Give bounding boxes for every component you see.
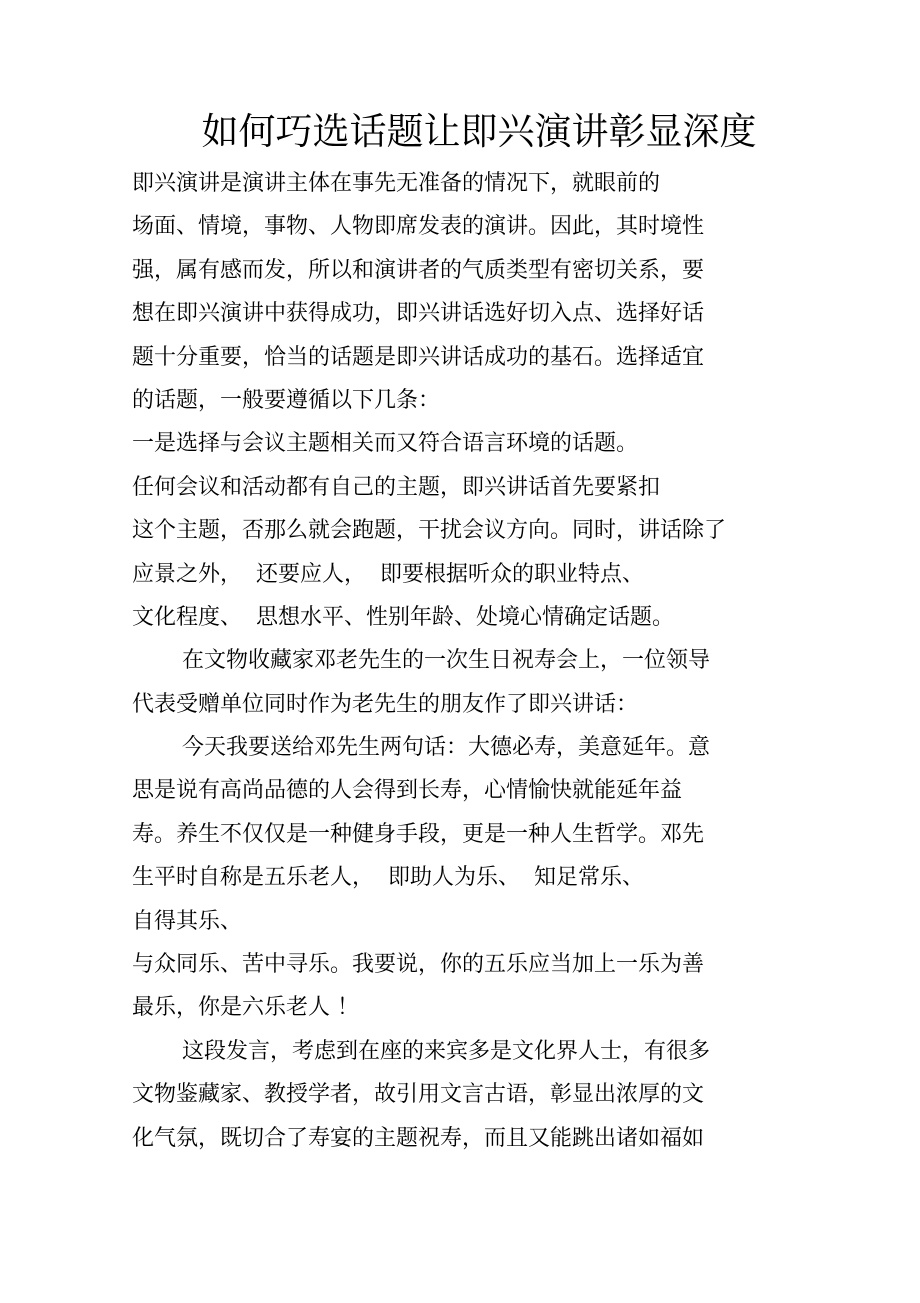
- paragraph-line: 与众同乐、苦中寻乐。我要说，你的五乐应当加上一乐为善: [132, 952, 705, 978]
- paragraph-line: 思是说有高尚品德的人会得到长寿，心情愉快就能延年益: [132, 778, 683, 804]
- paragraph-line: 场面、情境，事物、人物即席发表的演讲。因此，其时境性: [132, 214, 705, 240]
- paragraph-line: 想在即兴演讲中获得成功，即兴讲话选好切入点、选择好话: [132, 301, 705, 327]
- paragraph-line: 一是选择与会议主题相关而又符合语言环境的话题。: [132, 431, 639, 457]
- paragraph-line: 自得其乐、: [132, 908, 243, 934]
- paragraph-line: 在文物收藏家邓老先生的一次生日祝寿会上，一位领导: [182, 648, 711, 674]
- paragraph-line: 题十分重要，恰当的话题是即兴讲话成功的基石。选择适宜: [132, 344, 705, 370]
- paragraph-line: 文物鉴藏家、教授学者，故引用文言古语，彰显出浓厚的文: [132, 1082, 705, 1108]
- paragraph-line: 应景之外， 还要应人， 即要根据听众的职业特点、: [132, 561, 644, 587]
- paragraph-line: 化气氛，既切合了寿宴的主题祝寿，而且又能跳出诸如福如: [132, 1125, 705, 1151]
- paragraph-line: 生平时自称是五乐老人， 即助人为乐、 知足常乐、: [132, 865, 644, 891]
- paragraph-line: 的话题，一般要遵循以下几条：: [132, 387, 441, 413]
- paragraph-line: 今天我要送给邓先生两句话：大德必寿，美意延年。意: [182, 735, 711, 761]
- paragraph-line: 最乐，你是六乐老人 ！: [132, 995, 359, 1021]
- paragraph-line: 这个主题，否那么就会跑题，干扰会议方向。同时，讲话除了: [132, 518, 727, 544]
- document-title: 如何巧选话题让即兴演讲彰显深度: [201, 110, 757, 153]
- paragraph-line: 强，属有感而发，所以和演讲者的气质类型有密切关系，要: [132, 257, 705, 283]
- paragraph-line: 代表受赠单位同时作为老先生的朋友作了即兴讲话：: [132, 691, 639, 717]
- paragraph-line: 任何会议和活动都有自己的主题，即兴讲话首先要紧扣: [132, 474, 661, 500]
- paragraph-line: 这段发言，考虑到在座的来宾多是文化界人士，有很多: [182, 1038, 711, 1064]
- paragraph-line: 即兴演讲是演讲主体在事先无准备的情况下，就眼前的: [132, 171, 661, 196]
- paragraph-line: 文化程度、 思想水平、性别年龄、处境心情确定话题。: [132, 604, 674, 630]
- document-body: [132, 162, 792, 1160]
- paragraph-line: 寿。养生不仅仅是一种健身手段，更是一种人生哲学。邓先: [132, 821, 705, 847]
